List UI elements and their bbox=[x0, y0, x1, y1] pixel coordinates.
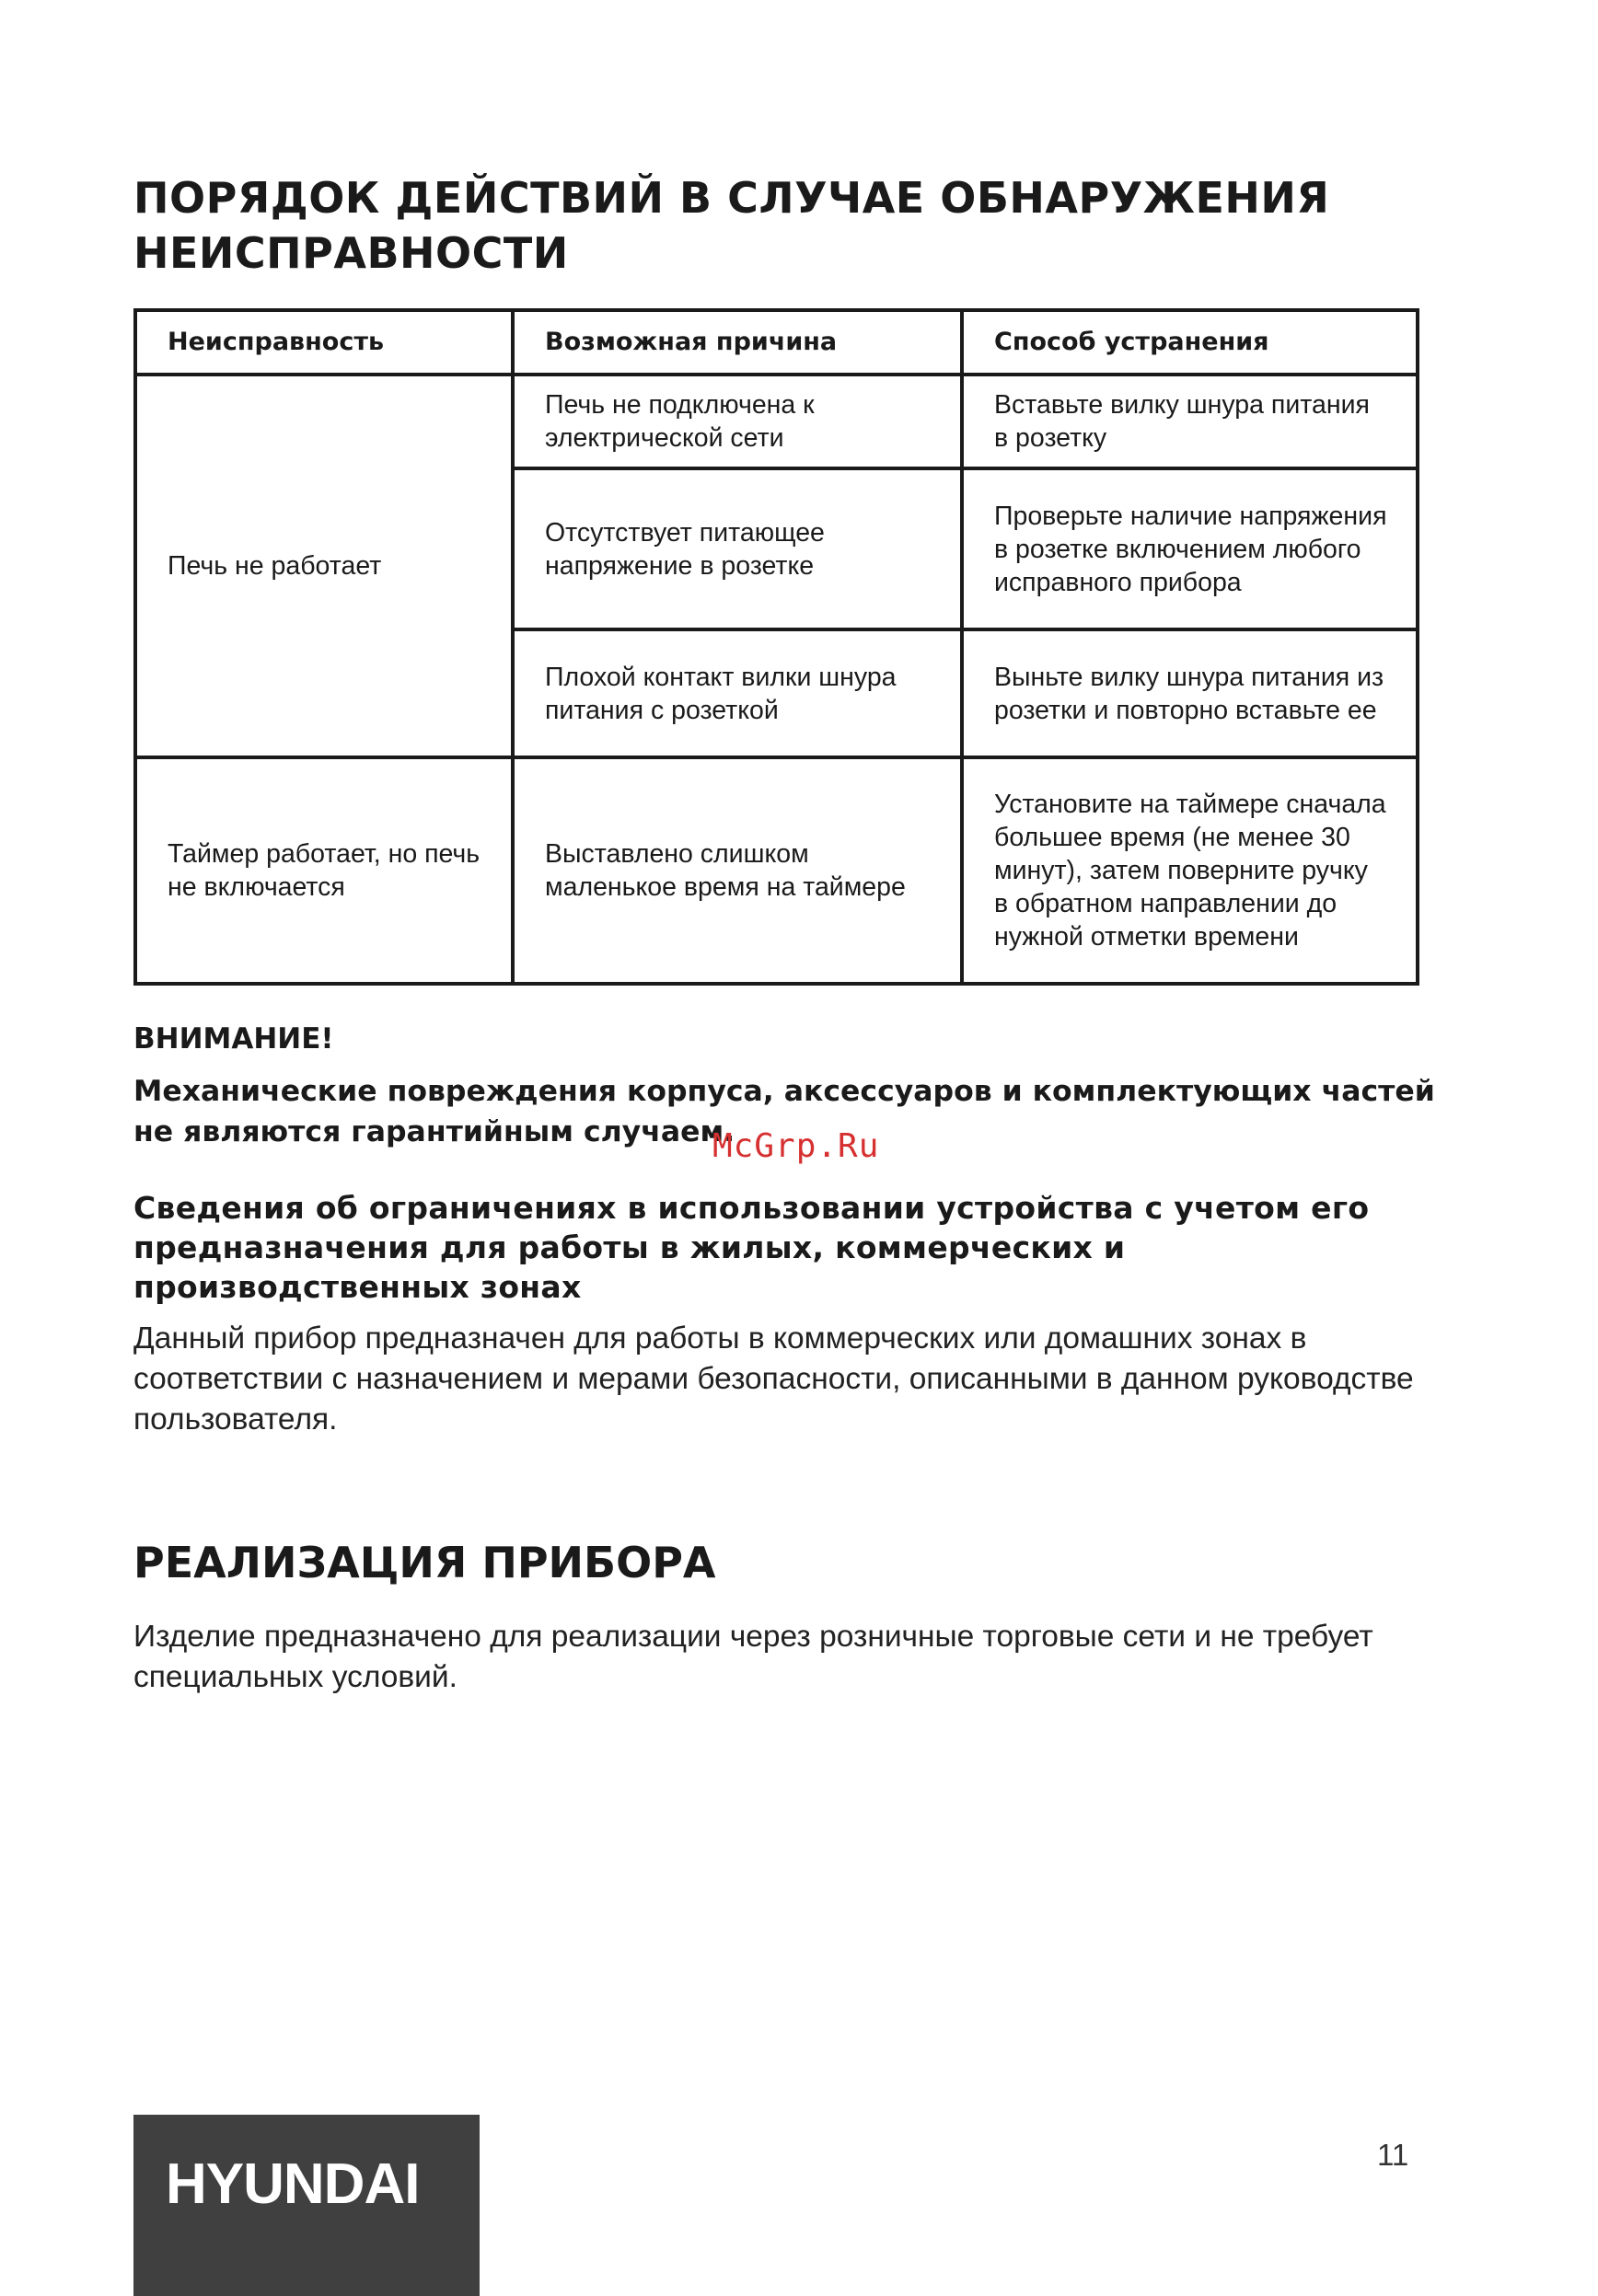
solution-cell: Вставьте вилку шнура питания в розетку bbox=[962, 375, 1418, 468]
page-number: 11 bbox=[1377, 2138, 1409, 2172]
sale-title: РЕАЛИЗАЦИЯ ПРИБОРА bbox=[133, 1538, 716, 1587]
restrictions-text: Данный прибор предназначен для работы в коммерческих или домашних зонах в соответствии с назначением и мерами безопасности, описанными в данном руководстве пользователя. bbox=[133, 1321, 1414, 1436]
brand-logo bbox=[133, 2115, 480, 2296]
solution-cell: Выньте вилку шнура питания из розетки и повторно вставьте ее bbox=[962, 629, 1418, 757]
table-row bbox=[135, 375, 1418, 468]
solution-cell: Установите на таймере сначала большее время (не менее 30 минут), затем поверните ручку в обратном направлении до нужной отметки времени bbox=[962, 757, 1418, 984]
page-title bbox=[133, 170, 1422, 281]
sale-text: Изделие предназначено для реализации через розничные торговые сети и не требует специальных условий. bbox=[133, 1620, 1373, 1694]
cause-cell: Печь не подключена к электрической сети bbox=[513, 375, 962, 468]
cause-cell: Отсутствует питающее напряжение в розетке bbox=[513, 468, 962, 629]
cause-cell: Плохой контакт вилки шнура питания с розеткой bbox=[513, 629, 962, 757]
troubleshooting-table bbox=[133, 308, 1419, 986]
solution-cell: Проверьте наличие напряжения в розетке включением любого исправного прибора bbox=[962, 468, 1418, 629]
header-fault: Неисправность bbox=[135, 310, 513, 375]
fault-cell: Печь не работает bbox=[135, 375, 513, 757]
restrictions-title: Сведения об ограничениях в использовании устройства с учетом его предназначения для работы в жилых, коммерческих и производственных зонах bbox=[133, 1190, 1370, 1305]
page-title-line-1: ПОРЯДОК ДЕЙСТВИЙ В СЛУЧАЕ ОБНАРУЖЕНИЯ bbox=[133, 173, 1330, 223]
fault-cell: Таймер работает, но печь не включается bbox=[135, 757, 513, 984]
cause-cell: Выставлено слишком маленькое время на таймере bbox=[513, 757, 962, 984]
attention-label: ВНИМАНИЕ! bbox=[133, 1022, 334, 1056]
header-cause: Возможная причина bbox=[513, 310, 962, 375]
brand-logo-text: HYUNDAI bbox=[166, 2152, 420, 2216]
attention-text: Механические повреждения корпуса, аксессуаров и комплектующих частей не являются гарантийным случаем. bbox=[133, 1075, 1435, 1148]
table-row bbox=[135, 757, 1418, 984]
table-header-row bbox=[135, 310, 1418, 375]
watermark: McGrp.Ru bbox=[712, 1127, 880, 1165]
page-title-line-2: НЕИСПРАВНОСТИ bbox=[133, 228, 569, 278]
header-solution: Способ устранения bbox=[962, 310, 1418, 375]
